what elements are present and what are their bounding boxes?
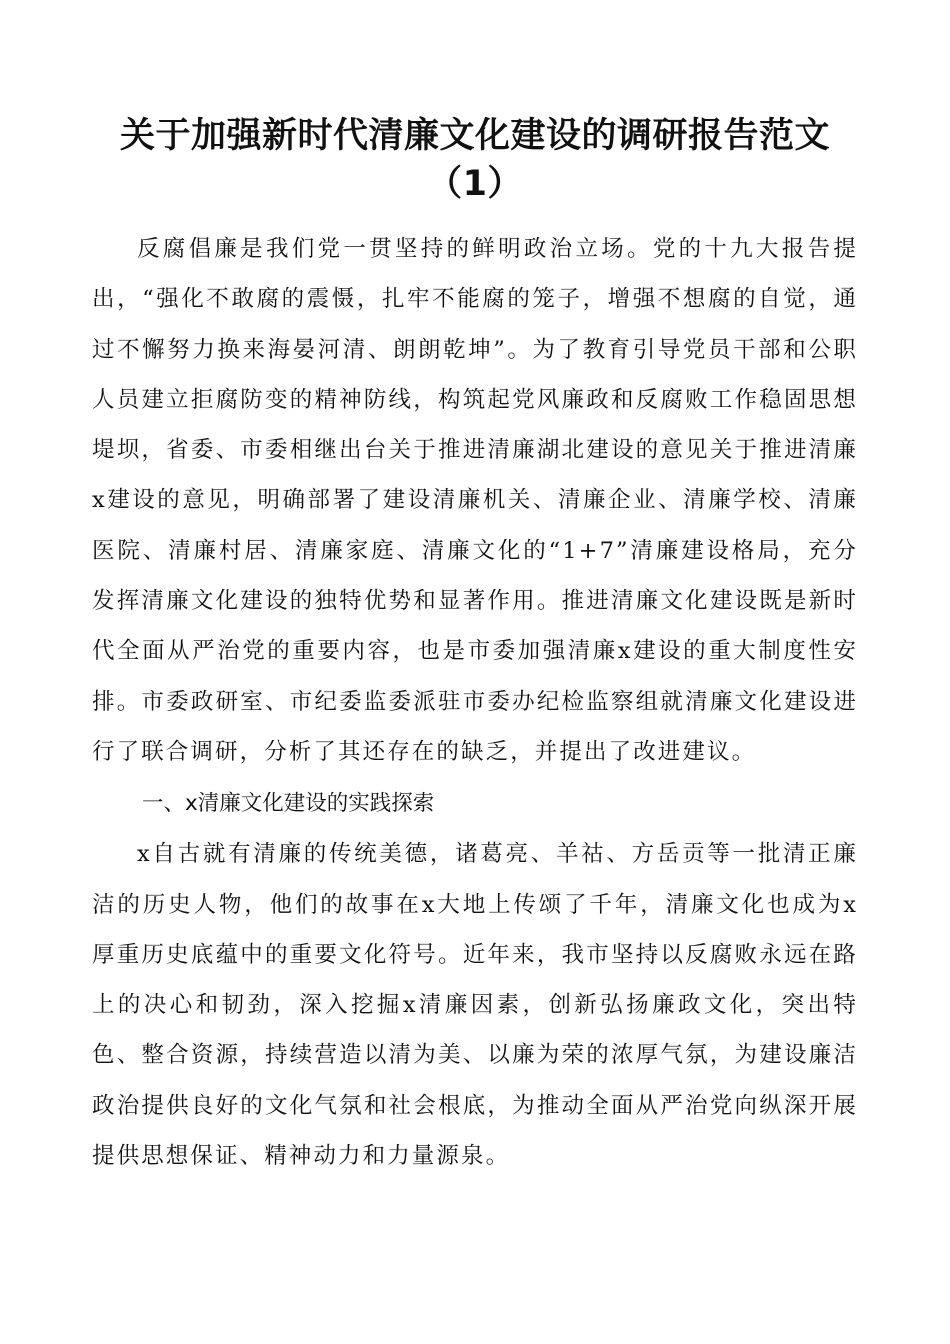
section-1-heading: 一、x清廉文化建设的实践探索 bbox=[142, 791, 435, 817]
document-title bbox=[92, 112, 858, 208]
title-line-2: （1） bbox=[427, 164, 523, 204]
title-line-1: 关于加强新时代清廉文化建设的调研报告范文 bbox=[119, 116, 830, 156]
document-body bbox=[92, 224, 858, 1181]
intro-paragraph: 反腐倡廉是我们党一贯坚持的鲜明政治立场。党的十九大报告提出，“强化不敢腐的震慑，扎牢不能腐的笼子，增强不想腐的自觉，通过不懈努力换来海晏河清、朗朗乾坤”。为了教育引导党员干部和公职人员建立拒腐防变的精神防线，构筑起党风廉政和反腐败工作稳固思想堤坝，省委、市委相继出台关于推进清廉湖北建设的意见关于推进清廉x建设的意见，明确部署了建设清廉机关、清廉企业、清廉学校、清廉医院、清廉村居、清廉家庭、清廉文化的“1+7”清廉建设格局，充分发挥清廉文化建设的独特优势和显著作用。推进清廉文化建设既是新时代全面从严治党的重要内容，也是市委加强清廉x建设的重大制度性安排。市委政研室、市纪委监委派驻市委办纪检监察组就清廉文化建设进行了联合调研，分析了其还存在的缺乏，并提出了改进建议。 bbox=[92, 236, 858, 765]
section-1-paragraph: x自古就有清廉的传统美德，诸葛亮、羊祜、方岳贡等一批清正廉洁的历史人物，他们的故事在x大地上传颂了千年，清廉文化也成为x厚重历史底蕴中的重要文化符号。近年来，我市坚持以反腐败永远在路上的决心和韧劲，深入挖掘x清廉因素，创新弘扬廉政文化，突出特色、整合资源，持续营造以清为美、以廉为荣的浓厚气氛，为建设廉洁政治提供良好的文化气氛和社会根底，为推动全面从严治党向纵深开展提供思想保证、精神动力和力量源泉。 bbox=[92, 841, 858, 1170]
